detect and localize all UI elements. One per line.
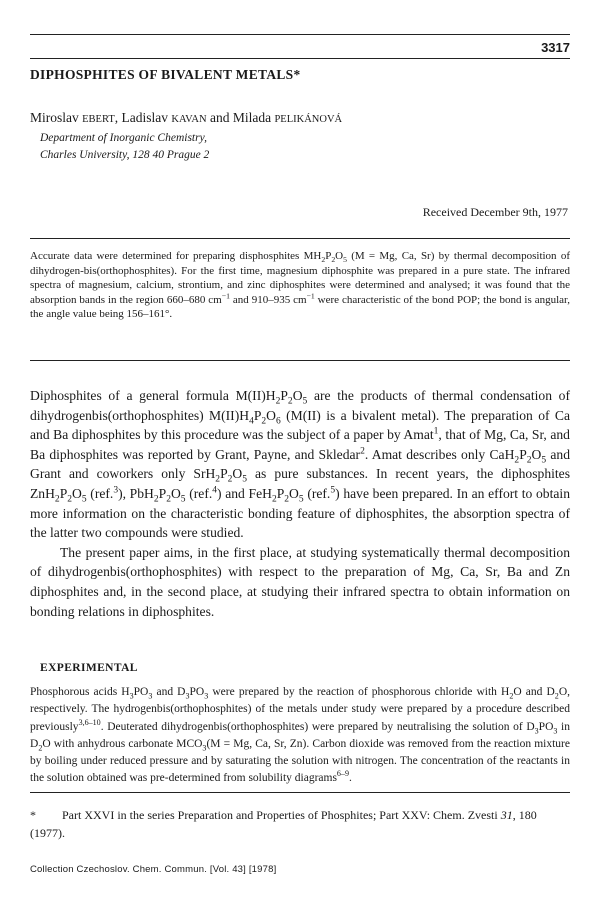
author-first-name: Milada xyxy=(232,110,272,125)
abstract-top-rule xyxy=(30,238,570,239)
author-last-name: PELIKÁNOVÁ xyxy=(274,114,343,125)
affiliation-address: Charles University, 128 40 Prague 2 xyxy=(40,149,210,161)
intro-paragraph-1: Diphosphites of a general formula $M(II)H_2P_2O_5$ are the products of thermal condensation of dihydrogenbis(orthophosphites) $M(II)H_4P_2O_6$ (M(II) is a bivalent metal). The preparation of Ca and Ba diphosphites by this procedure was the subject of a paper by Amat$^1$, that of Mg, Ca, Sr, and Ba diphosphites was reported by Grant, Payne, and Skledar$^2$. Amat describes only $CaH_2P_2O_5$ and Grant and coworkers only $SrH_2P_2O_5$ as pure substances. In recent years, the diphosphites $ZnH_2P_2O_5$ (ref.$^3$), $PbH_2P_2O_5$ (ref.$^4$) and $FeH_2P_2O_5$ (ref.$^5$) have been prepared. In an effort to obtain more information on the characteristic bonding feature of diphosphites, the absorption spectra of the latter two compounds were studied. xyxy=(30,388,571,541)
author-first-name: Ladislav xyxy=(121,110,168,125)
article-title: DIPHOSPHITES OF BIVALENT METALS* xyxy=(30,67,301,82)
author-separator: and xyxy=(206,110,233,125)
header-rule xyxy=(30,58,570,59)
page-number: 3317 xyxy=(541,40,570,55)
affiliation-department: Department of Inorganic Chemistry, xyxy=(40,132,207,144)
author-first-name: Miroslav xyxy=(30,110,79,125)
abstract-bottom-rule xyxy=(30,360,570,361)
introduction-text xyxy=(30,386,570,621)
intro-paragraph-2: The present paper aims, in the first place, at studying systematically thermal decomposition of dihydrogenbis(orthophosphites) with respect to the preparation of Mg, Ca, Sr, Ba and Zn diphosphites and, in the second place, at studying their infrared spectra to obtain information on bonding relations in diphosphites. xyxy=(30,544,570,619)
experimental-text: Phosphorous acids $H_3PO_3$ and $D_3PO_3$ were prepared by the reaction of phosphorous chloride with $H_2O$ and $D_2O$, respectively. The hydrogenbis(orthophosphites) of the metals under study were prepared by a procedure described previously$^{3,6-10}$. Deuterated dihydrogenbis(orthophosphites) were prepared by neutralising the solution of $D_3PO_3$ in $D_2O$ with anhydrous carbonate $MCO_3(M = Mg$, Ca, Sr, Zn). Carbon dioxide was removed from the reaction mixture by boiling under reduced pressure and by saturating the solution with nitrogen. The concentration of the reactants in the solution obtained was pre-determined from solubility diagrams$^{6-9}$. xyxy=(30,686,570,785)
author-last-name: EBERT xyxy=(82,114,115,125)
journal-citation: Collection Czechoslov. Chem. Commun. [Vol. 43] [1978] xyxy=(30,864,277,875)
footnote-rule xyxy=(30,792,570,793)
footnote-marker: * xyxy=(30,808,36,822)
author-last-name: KAVAN xyxy=(171,114,207,125)
footnote: * Part XXVI in the series Preparation and Properties of Phosphites; Part XXV: Chem. Zvesti 31, 180 (1977). xyxy=(30,808,537,840)
abstract: Accurate data were determined for preparing disphosphites $MH_2P_2O_5$ (M = Mg, Ca, Sr) by thermal decomposition of dihydrogen-bis(orthophosphites). For the first time, magnesium diphosphite was prepared in a pure state. The infrared spectra of magnesium, calcium, strontium, and zinc diphosphites were determined and analysed; it was found that the absorption bands in the region 660–680 $cm^{-1}$ and 910–935 $cm^{-1}$ were characteristic of the bond POP; the bond is angular, the angle value being 156–161°. xyxy=(30,250,570,321)
received-date: Received December 9th, 1977 xyxy=(422,205,568,219)
author-separator: , xyxy=(114,110,122,125)
section-heading-experimental: EXPERIMENTAL xyxy=(40,662,138,674)
top-rule xyxy=(30,34,570,35)
author-list xyxy=(30,110,342,126)
